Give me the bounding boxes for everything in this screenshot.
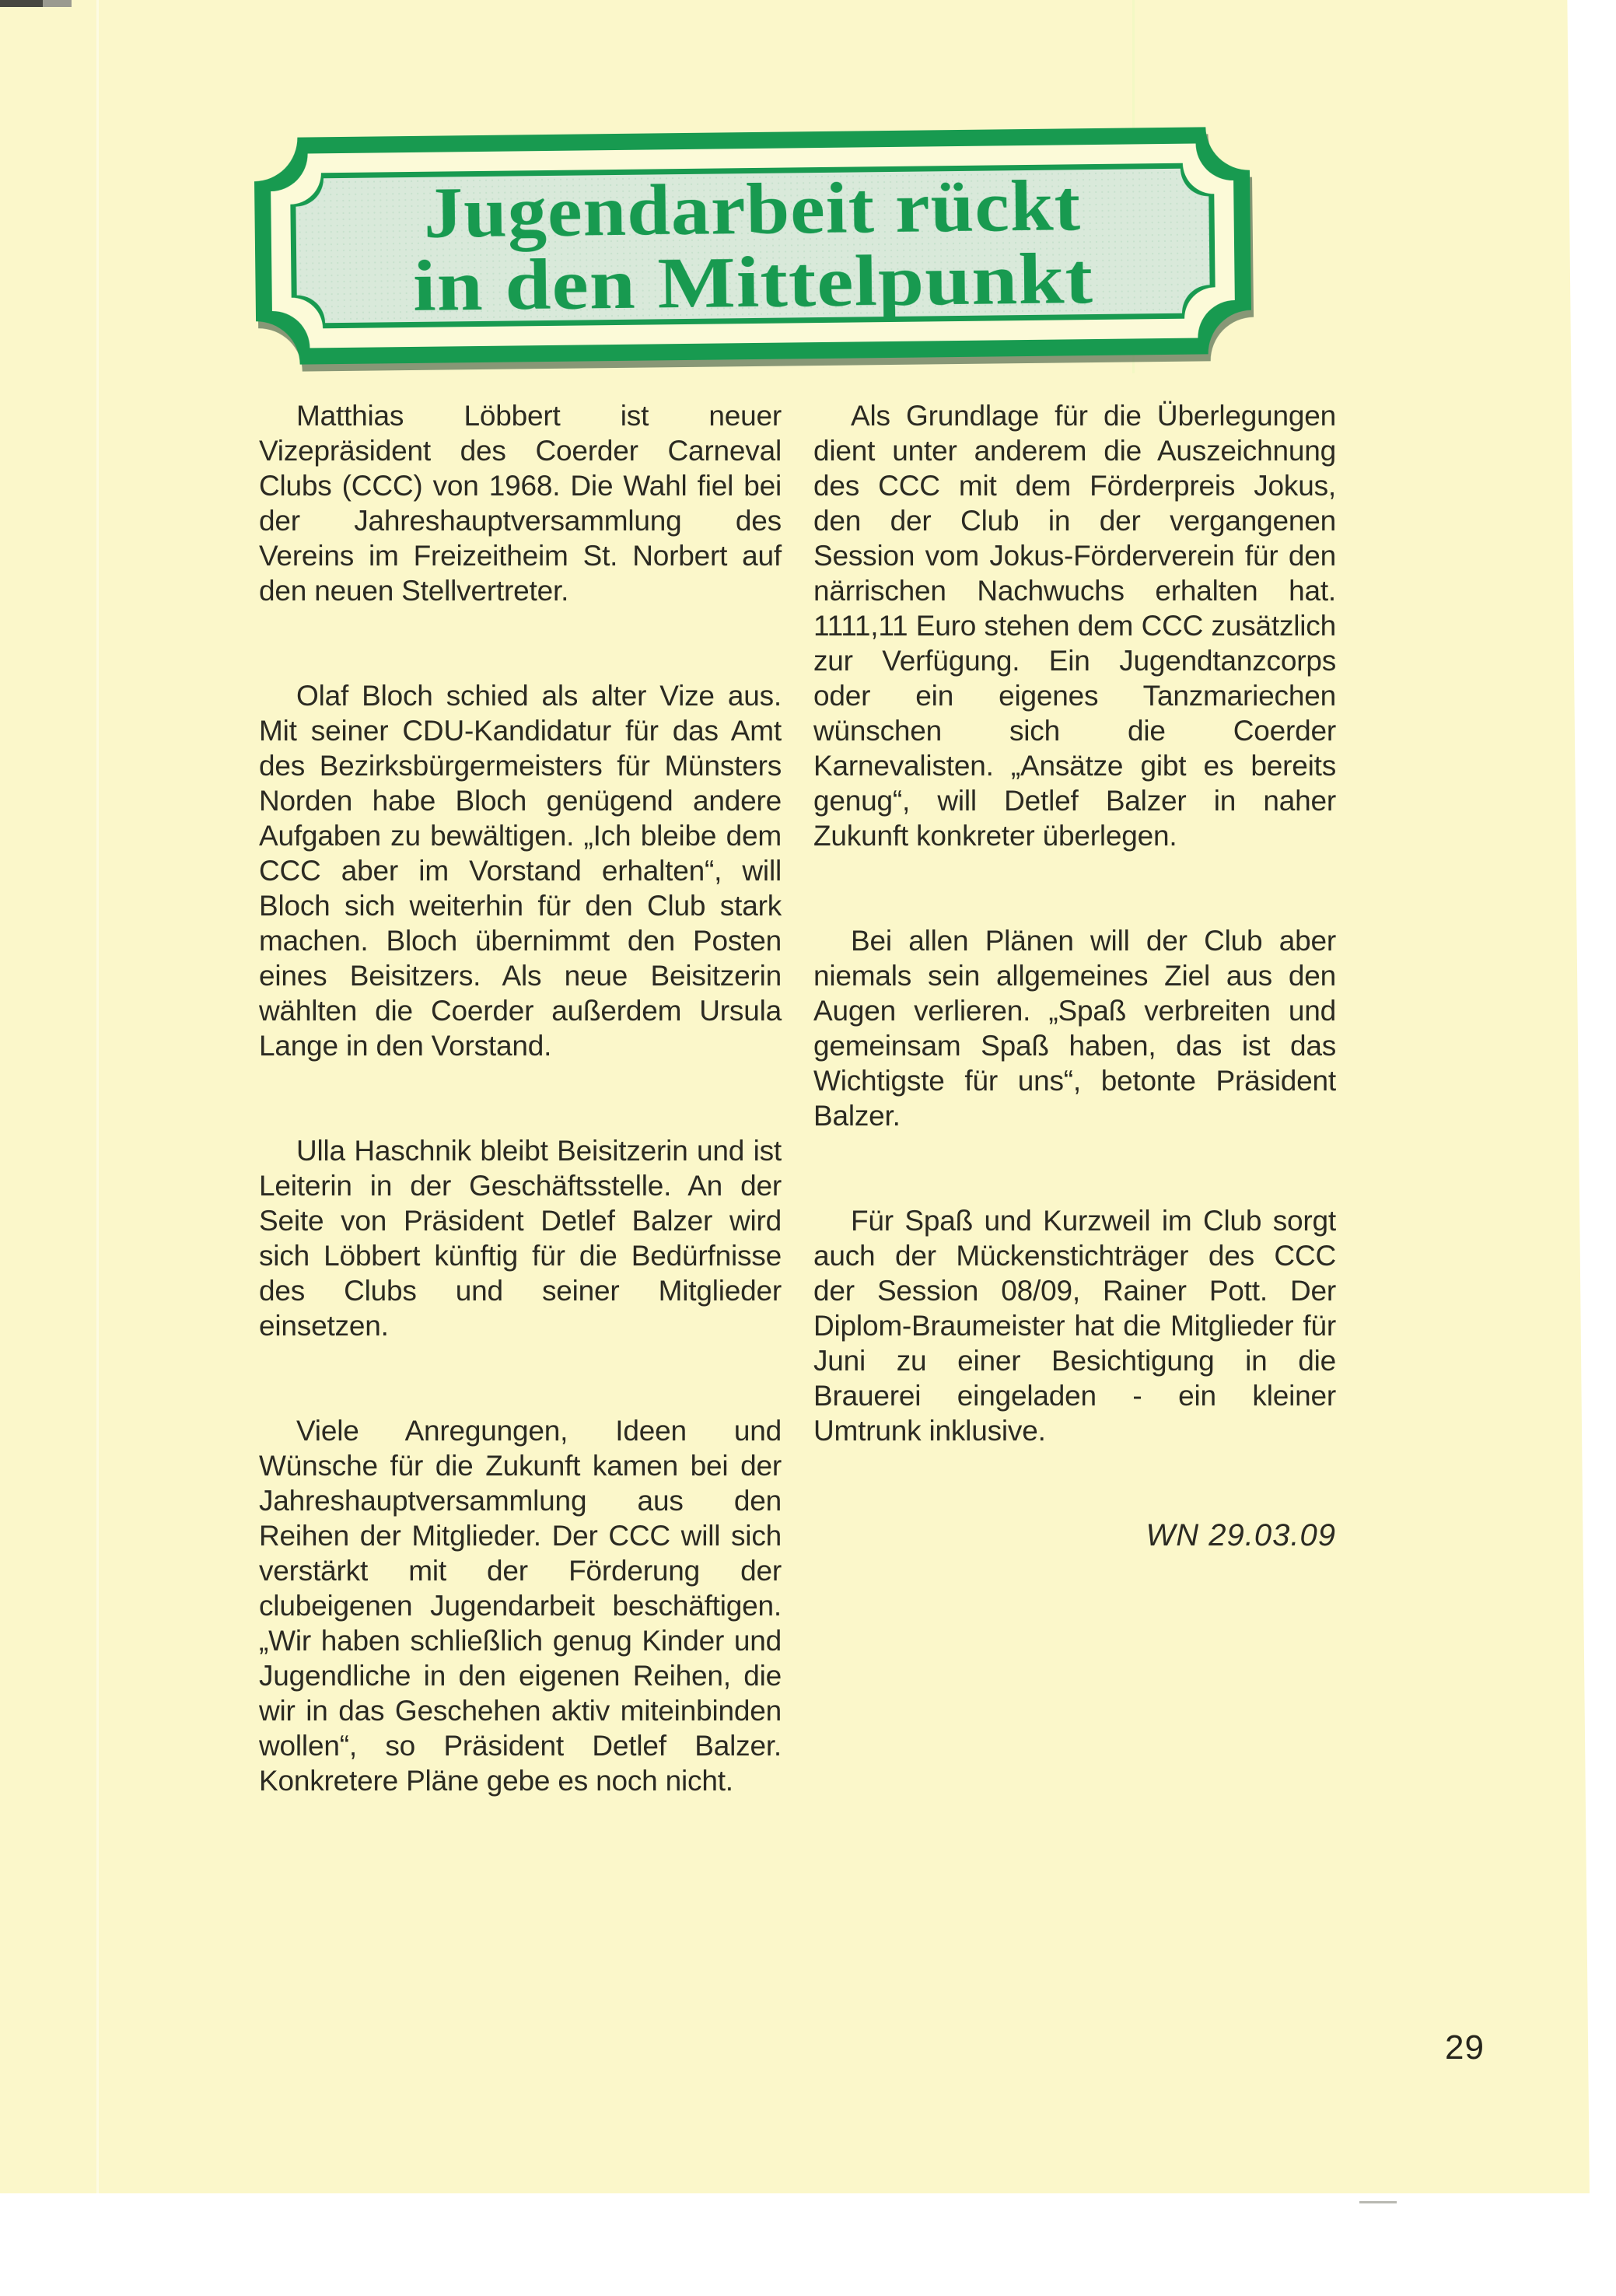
source-signature: WN 29.03.09 xyxy=(1146,1518,1336,1552)
headline-line1: Jugendarbeit rückt xyxy=(423,166,1035,254)
paragraph: Für Spaß und Kurzweil im Club sorgt auch der Mückenstichträger des CCC der Session 08/09, Rainer Pott. Der Diplom-Braumeister hat die Mitglieder für Juni zu einer Besichtigung in die Brauerei eingeladen - ein kleiner Umtrunk inklusive. xyxy=(813,1205,1336,1447)
article-right-column xyxy=(813,398,1336,1553)
paragraph: Als Grundlage für die Überlegungen dient unter anderem die Auszeichnung des CCC mit dem Förderpreis Jokus, den der Club in der vergangenen Session vom Jokus-Förderverein für den närrischen Nachwuchs erhalten hat. 1111,11 Euro stehen dem CCC zusätzlich zur Verfügung. Ein Jugendtanzcorps oder ein eigenes Tanzmariechen wünschen sich die Coerder Karnevalisten. „Ansätze gibt es bereits genug“, will Detlef Balzer in naher Zukunft konkreter überlegen. xyxy=(813,400,1336,852)
paragraph: Ulla Haschnik bleibt Beisitzerin und ist Leiterin in der Geschäftsstelle. An der Seite von Präsident Detlef Balzer wird sich Löbbert künftig für die Bedürfnisse des Clubs und seiner Mitglieder einsetzen. xyxy=(259,1135,782,1342)
paragraph: Bei allen Plänen will der Club aber niemals sein allgemeines Ziel aus den Augen verlieren. „Spaß verbreiten und gemeinsam Spaß haben, das ist das Wichtigste für uns“, betonte Präsident Balzer. xyxy=(813,925,1336,1132)
paragraph: Olaf Bloch schied als alter Vize aus. Mit seiner CDU-Kandidatur für das Amt des Bezirksbürgermeisters für Münsters Norden habe Bloch genügend andere Aufgaben zu bewältigen. „Ich bleibe dem CCC aber im Vorstand erhalten“, will Bloch sich weiterhin für den Club stark machen. Bloch übernimmt den Posten eines Beisitzers. Als neue Beisitzerin wählten die Coerder außerdem Ursula Lange in den Vorstand. xyxy=(259,680,782,1062)
page-number: 29 xyxy=(1445,2028,1485,2067)
headline-line2: in den Mittelpunkt xyxy=(412,240,1010,327)
article-left-column xyxy=(259,398,782,1798)
scan-crease xyxy=(96,0,99,2193)
headline-plaque xyxy=(254,127,1251,366)
paragraph: Viele Anregungen, Ideen und Wünsche für die Zukunft kamen bei der Jahreshauptversammlung aus den Reihen der Mitglieder. Der CCC will sich verstärkt mit der Förderung der clubeigenen Jugendarbeit beschäftigen. „Wir haben schließlich genug Kinder und Jugendliche in den eigenen Reihen, die wir in das Geschehen aktiv miteinbinden wollen“, so Präsident Detlef Balzer. Konkretere Pläne gebe es noch nicht. xyxy=(259,1415,782,1797)
paragraph: Matthias Löbbert ist neuer Vizepräsident des Coerder Carneval Clubs (CCC) von 1968. Die Wahl fiel bei der Jahreshauptversammlung des Vereins im Freizeitheim St. Norbert auf den neuen Stellvertreter. xyxy=(259,400,782,607)
scan-edge-artifact xyxy=(1359,2201,1397,2203)
scan-edge-artifact xyxy=(0,0,72,7)
